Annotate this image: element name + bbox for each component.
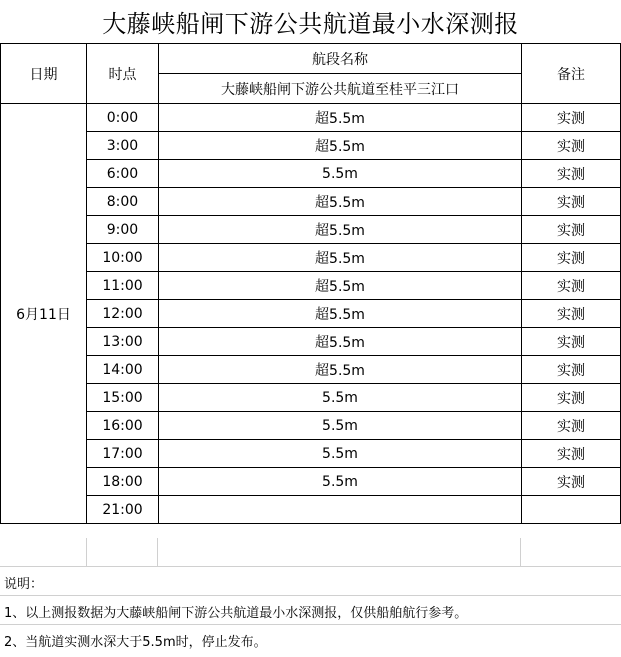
remark-cell: 实测 [522, 356, 621, 384]
table-row [1, 104, 621, 132]
table-row [1, 412, 621, 440]
time-cell: 6:00 [87, 160, 159, 188]
time-cell: 8:00 [87, 188, 159, 216]
remark-cell: 实测 [522, 104, 621, 132]
time-cell: 21:00 [87, 496, 159, 524]
depth-cell [159, 496, 522, 524]
notes-line-1: 1、以上测报数据为大藤峡船闸下游公共航道最小水深测报，仅供船舶航行参考。 [4, 606, 468, 621]
date-header: 日期 [1, 44, 87, 104]
time-cell: 11:00 [87, 272, 159, 300]
depth-cell: 超5.5m [159, 356, 522, 384]
remark-cell: 实测 [522, 300, 621, 328]
blank-cell [158, 538, 521, 566]
remark-cell: 实测 [522, 384, 621, 412]
table-row [1, 132, 621, 160]
table-row [1, 244, 621, 272]
remark-cell [522, 496, 621, 524]
remark-cell: 实测 [522, 412, 621, 440]
table-row [1, 384, 621, 412]
remark-cell: 实测 [522, 160, 621, 188]
time-cell: 12:00 [87, 300, 159, 328]
depth-cell: 5.5m [159, 440, 522, 468]
notes-line1-row [0, 596, 621, 625]
depth-cell: 超5.5m [159, 188, 522, 216]
depth-cell: 超5.5m [159, 328, 522, 356]
table-row [1, 356, 621, 384]
time-cell: 16:00 [87, 412, 159, 440]
depth-table [0, 43, 621, 524]
depth-cell: 超5.5m [159, 216, 522, 244]
time-header: 时点 [87, 44, 159, 104]
time-cell: 13:00 [87, 328, 159, 356]
table-row [1, 216, 621, 244]
remark-cell: 实测 [522, 440, 621, 468]
depth-cell: 超5.5m [159, 272, 522, 300]
notes-heading: 说明： [4, 577, 44, 592]
segment-name-header: 大藤峡船闸下游公共航道至桂平三江口 [159, 74, 522, 104]
remark-header: 备注 [522, 44, 621, 104]
segment-title-header: 航段名称 [159, 44, 522, 74]
depth-cell: 5.5m [159, 412, 522, 440]
time-cell: 17:00 [87, 440, 159, 468]
time-cell: 0:00 [87, 104, 159, 132]
time-cell: 3:00 [87, 132, 159, 160]
blank-cell [87, 538, 158, 566]
remark-cell: 实测 [522, 328, 621, 356]
depth-cell: 超5.5m [159, 244, 522, 272]
table-row [1, 496, 621, 524]
table-row [1, 328, 621, 356]
time-cell: 14:00 [87, 356, 159, 384]
header-row-1 [1, 44, 621, 74]
table-row [1, 300, 621, 328]
table-row [1, 160, 621, 188]
table-row [1, 440, 621, 468]
remark-cell: 实测 [522, 468, 621, 496]
time-cell: 10:00 [87, 244, 159, 272]
blank-grid-area [0, 538, 621, 657]
depth-cell: 超5.5m [159, 300, 522, 328]
blank-row [0, 538, 621, 567]
depth-cell: 5.5m [159, 384, 522, 412]
depth-cell: 超5.5m [159, 132, 522, 160]
notes-heading-row [0, 567, 621, 596]
time-cell: 18:00 [87, 468, 159, 496]
table-row [1, 188, 621, 216]
date-cell: 6月11日 [1, 104, 87, 524]
depth-cell: 5.5m [159, 468, 522, 496]
remark-cell: 实测 [522, 216, 621, 244]
time-cell: 9:00 [87, 216, 159, 244]
report-title: 大藤峡船闸下游公共航道最小水深测报 [102, 10, 519, 38]
remark-cell: 实测 [522, 188, 621, 216]
remark-cell: 实测 [522, 244, 621, 272]
depth-cell: 超5.5m [159, 104, 522, 132]
time-cell: 15:00 [87, 384, 159, 412]
table-row [1, 272, 621, 300]
remark-cell: 实测 [522, 132, 621, 160]
notes-line-2: 2、当航道实测水深大于5.5m时，停止发布。 [4, 635, 267, 650]
remark-cell: 实测 [522, 272, 621, 300]
depth-cell: 5.5m [159, 160, 522, 188]
blank-cell [0, 538, 87, 566]
table-row [1, 468, 621, 496]
notes-line2-row [0, 625, 621, 654]
